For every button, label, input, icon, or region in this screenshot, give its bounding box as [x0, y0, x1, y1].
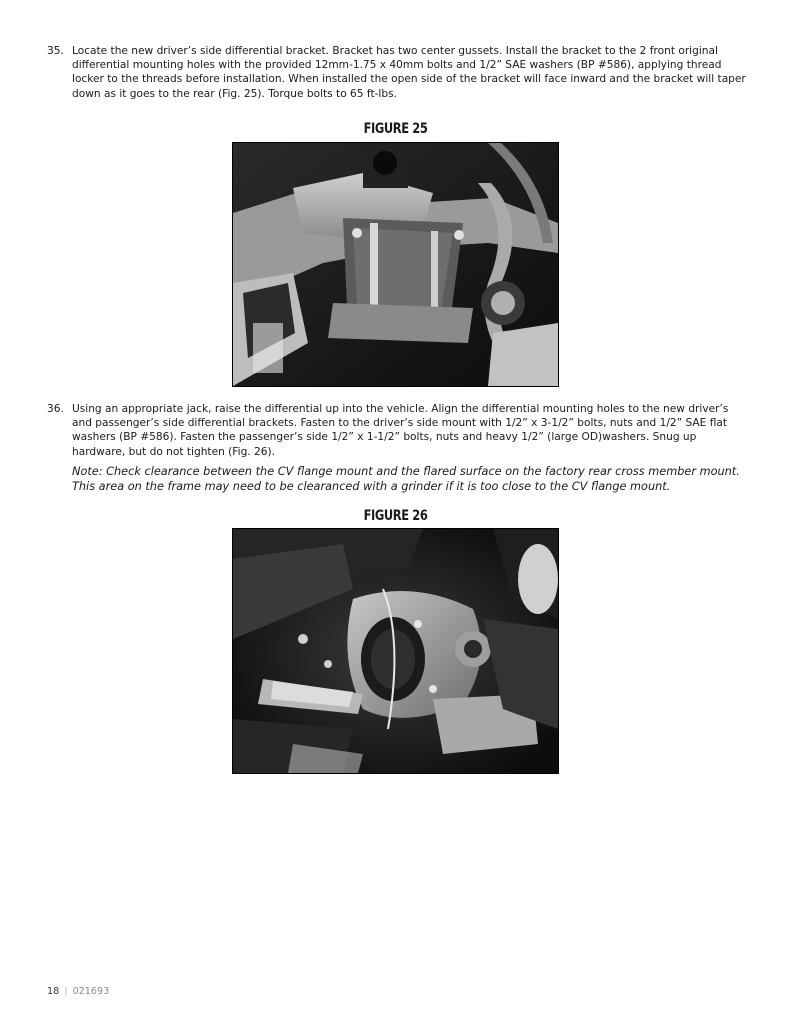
- page-number: 18: [47, 986, 60, 997]
- step-text: Using an appropriate jack, raise the differential up into the vehicle. Align the differential mounting holes to the new driver’s and passenger’s side differential brackets. Fasten to the driver’s side mount with 1/2” x 3-1/2” bolts, nuts and 1/2” SAE flat washers (BP #586). Fasten the passenger’s side 1/2” x 1-1/2” bolts, nuts and heavy 1/2” (large OD)washers. Snug up hardware, but do not tighten (Fig. 26).: [72, 403, 729, 458]
- step-35: [47, 44, 747, 101]
- page-footer: [47, 986, 109, 997]
- step-number: 35.: [47, 45, 64, 57]
- document-code: 021693: [72, 986, 110, 997]
- figure-25-photo: [232, 142, 559, 387]
- step-text: Locate the new driver’s side differential bracket. Bracket has two center gussets. Install the bracket to the 2 front original differential mounting holes with the provided 12mm-1.75 x 40mm bolts and 1/2” SAE washers (BP #586), applying thread locker to the threads before installation. When installed the open side of the bracket will face inward and the bracket will taper down as it goes to the rear (Fig. 25). Torque bolts to 65 ft-lbs.: [72, 45, 746, 100]
- step-note: Note: Check clearance between the CV flange mount and the flared surface on the factory rear cross member mount. This area on the frame may need to be clearanced with a grinder if it is too close to the CV flange mount.: [72, 464, 740, 493]
- footer-separator: |: [64, 986, 68, 997]
- step-number: 36.: [47, 403, 64, 415]
- figure-26-photo: [232, 528, 559, 774]
- figure-title: FIGURE 26: [363, 508, 428, 524]
- figure-title: FIGURE 25: [363, 121, 428, 137]
- step-36: [47, 402, 747, 494]
